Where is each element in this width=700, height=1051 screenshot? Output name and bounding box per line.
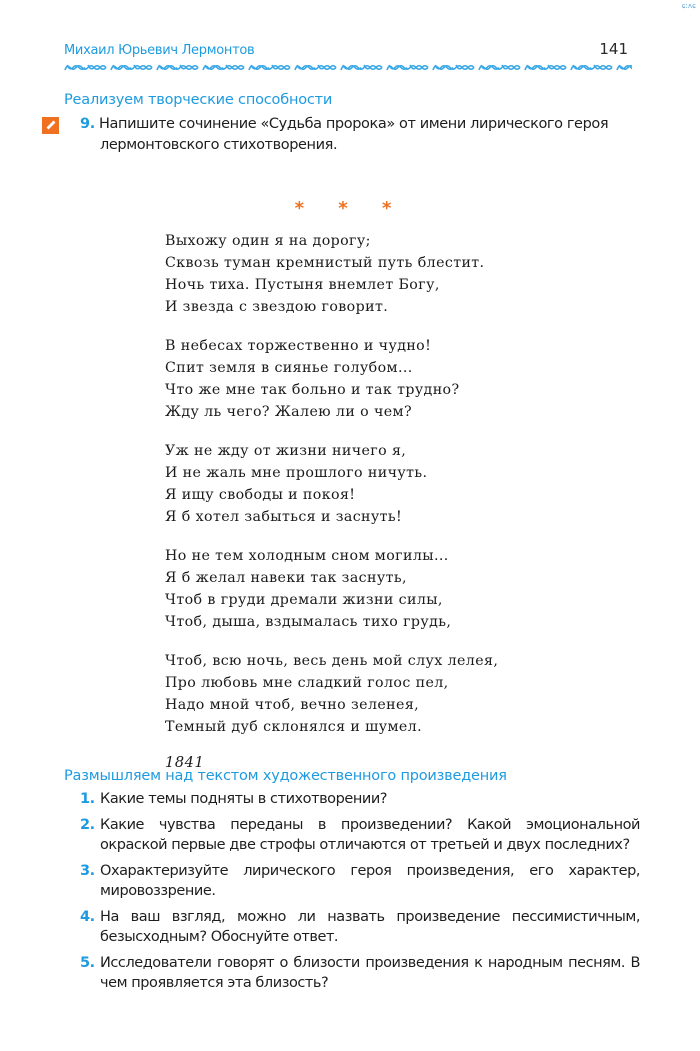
question-number: 4. bbox=[80, 909, 95, 925]
stanza-5 bbox=[165, 650, 498, 738]
section-title-creative: Реализуем творческие способности bbox=[64, 92, 333, 108]
task-line-1 bbox=[80, 114, 640, 135]
poem-line: Чтоб, дыша, вздымалась тихо грудь, bbox=[165, 614, 452, 630]
poem-line: Спит земля в сиянье голубом... bbox=[165, 360, 413, 376]
poem-line: Уж не жду от жизни ничего я, bbox=[165, 443, 407, 459]
poem-line: Ночь тиха. Пустыня внемлет Богу, bbox=[165, 277, 440, 293]
task-9 bbox=[80, 114, 640, 156]
question-number: 5. bbox=[80, 955, 95, 971]
question-item bbox=[80, 815, 640, 855]
poem-line: Темный дуб склонялся и шумел. bbox=[165, 719, 422, 735]
task-text-line: лермонтовского стихотворения. bbox=[100, 137, 338, 153]
poem-divider-asterisks: * * * bbox=[294, 198, 406, 219]
task-line-2 bbox=[80, 135, 640, 156]
poem bbox=[165, 230, 498, 771]
section-title-reflect: Размышляем над текстом художественного произведения bbox=[64, 768, 507, 784]
poem-line: Что же мне так больно и так трудно? bbox=[165, 382, 460, 398]
question-number: 3. bbox=[80, 863, 95, 879]
poem-line: Выхожу один я на дорогу; bbox=[165, 233, 371, 249]
corner-mark: ɕːʌɕ bbox=[681, 2, 696, 10]
poem-line: Про любовь мне сладкий голос пел, bbox=[165, 675, 449, 691]
task-number: 9. bbox=[80, 116, 95, 132]
author-name: Михаил Юрьевич Лермонтов bbox=[64, 43, 255, 58]
running-head bbox=[64, 40, 632, 61]
poem-line: И не жаль мне прошлого ничуть. bbox=[165, 465, 428, 481]
stanza-2 bbox=[165, 335, 498, 423]
question-text: Охарактеризуйте лирического героя произведения, его характер, мировоззрение. bbox=[100, 863, 640, 899]
poem-line: Жду ль чего? Жалею ли о чем? bbox=[165, 404, 412, 420]
poem-line: Я ищу свободы и покоя! bbox=[165, 487, 356, 503]
question-number: 2. bbox=[80, 817, 95, 833]
question-item bbox=[80, 861, 640, 901]
stanza-4 bbox=[165, 545, 498, 633]
task-text-line: Напишите сочинение «Судьба пророка» от имени лирического героя bbox=[99, 116, 609, 132]
stanza-1 bbox=[165, 230, 498, 318]
poem-line: В небесах торжественно и чудно! bbox=[165, 338, 432, 354]
question-item bbox=[80, 907, 640, 947]
question-text: На ваш взгляд, можно ли назвать произведение пессимистичным, безысходным? Обоснуйте ответ. bbox=[100, 909, 640, 945]
poem-line: Чтоб в груди дремали жизни силы, bbox=[165, 592, 443, 608]
poem-line: Надо мной чтоб, вечно зеленея, bbox=[165, 697, 420, 713]
pencil-icon bbox=[42, 117, 59, 134]
poem-year: 1841 bbox=[165, 755, 205, 771]
poem-line: Я б желал навеки так заснуть, bbox=[165, 570, 407, 586]
ornament-border-icon bbox=[64, 63, 632, 72]
question-list bbox=[80, 789, 640, 999]
question-text: Исследователи говорят о близости произведения к народным песням. В чем проявляется эта близость? bbox=[100, 955, 640, 991]
poem-line: Я б хотел забыться и заснуть! bbox=[165, 509, 403, 525]
question-item bbox=[80, 953, 640, 993]
question-item bbox=[80, 789, 640, 809]
poem-line: Сквозь туман кремнистый путь блестит. bbox=[165, 255, 485, 271]
page-number: 141 bbox=[599, 40, 628, 58]
poem-line: Чтоб, всю ночь, весь день мой слух лелея, bbox=[165, 653, 499, 669]
question-number: 1. bbox=[80, 791, 95, 807]
question-text: Какие чувства переданы в произведении? Какой эмоциональной окраской первые две строфы отличаются от третьей и двух последних? bbox=[100, 817, 640, 853]
poem-line: И звезда с звездою говорит. bbox=[165, 299, 389, 315]
stanza-3 bbox=[165, 440, 498, 528]
question-text: Какие темы подняты в стихотворении? bbox=[100, 791, 388, 807]
poem-line: Но не тем холодным сном могилы... bbox=[165, 548, 449, 564]
